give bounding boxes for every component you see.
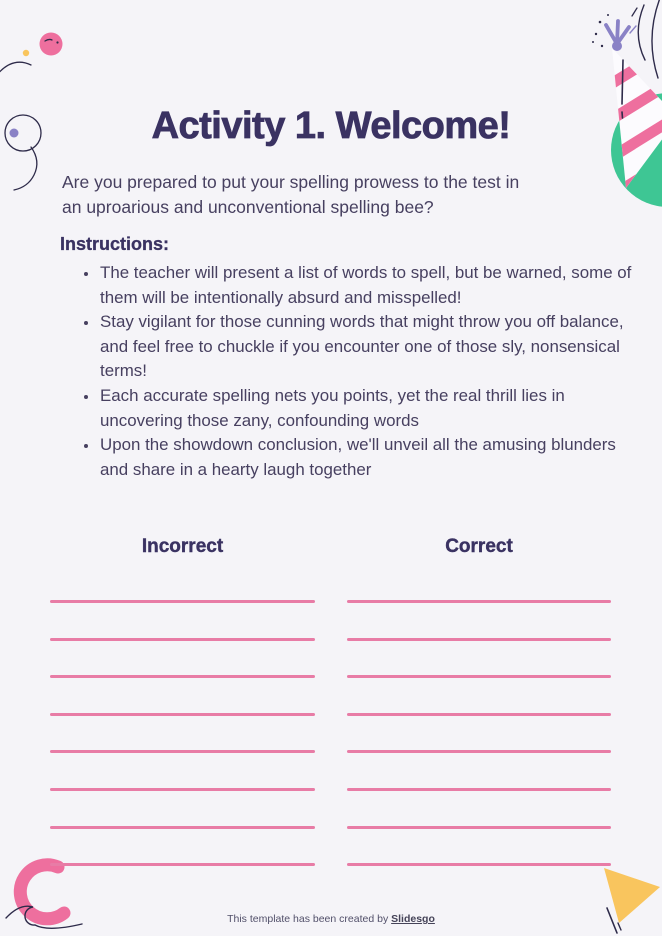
answer-line-blank[interactable]	[50, 638, 315, 641]
answer-line-blank[interactable]	[50, 788, 315, 791]
answer-line-blank[interactable]	[50, 863, 315, 866]
pink-balloon-icon	[40, 33, 63, 56]
instruction-item: • Each accurate spelling nets you points, yet the real thrill lies in uncovering those zany, confounding words	[99, 384, 647, 433]
answer-line-blank[interactable]	[50, 713, 315, 716]
instructions-heading: Instructions:	[60, 234, 170, 254]
instructions-list	[60, 261, 647, 482]
footer-credit	[0, 913, 662, 925]
answer-line-blank[interactable]	[50, 600, 315, 603]
answer-line-blank[interactable]	[50, 750, 315, 753]
yellow-dot-icon	[23, 50, 29, 56]
answer-line-blank[interactable]	[347, 600, 611, 603]
answer-line-blank[interactable]	[50, 675, 315, 678]
incorrect-answer-lines	[50, 600, 315, 901]
answer-line-blank[interactable]	[347, 675, 611, 678]
instruction-item: • The teacher will present a list of words to spell, but be warned, some of them will be intentionally absurd and misspelled!	[99, 261, 647, 310]
instruction-item: • Stay vigilant for those cunning words that might throw you off balance, and feel free to chuckle if you encounter one of those sly, nonsensical terms!	[99, 310, 647, 384]
answer-line-blank[interactable]	[347, 788, 611, 791]
column-header-incorrect: Incorrect	[141, 536, 224, 557]
answer-line-blank[interactable]	[50, 826, 315, 829]
footer-credit-text: This template has been created by	[227, 913, 389, 925]
answer-line-blank[interactable]	[347, 750, 611, 753]
column-header-correct: Correct	[445, 536, 513, 557]
answer-line-blank[interactable]	[347, 638, 611, 641]
intro-paragraph: Are you prepared to put your spelling prowess to the test in an uproarious and unconventional spelling bee?	[62, 171, 520, 217]
page-title: Activity 1. Welcome!	[151, 105, 511, 148]
correct-answer-lines	[347, 600, 611, 901]
answer-line-blank[interactable]	[347, 826, 611, 829]
slidesgo-link[interactable]: Slidesgo	[391, 913, 435, 925]
instruction-item: • Upon the showdown conclusion, we'll unveil all the amusing blunders and share in a hearty laugh together	[99, 433, 647, 482]
answer-line-blank[interactable]	[347, 713, 611, 716]
confetti-pom-icon	[592, 8, 637, 51]
arc-lines-icon	[638, 0, 660, 78]
answer-line-blank[interactable]	[347, 863, 611, 866]
